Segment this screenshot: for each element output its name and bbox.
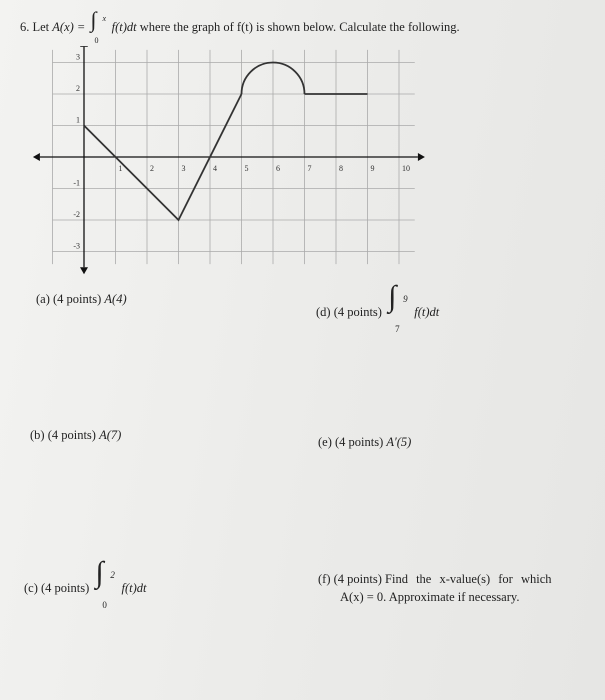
- question-b-label: (b): [30, 428, 45, 442]
- y-tick-label: 1: [76, 115, 80, 125]
- problem-number: 6.: [20, 20, 30, 34]
- x-tick-label: 8: [339, 164, 343, 173]
- x-tick-label: 2: [150, 164, 154, 173]
- question-b: [30, 426, 121, 444]
- y-axis-arrow-up: [80, 46, 88, 47]
- problem-integrand: f(t)dt: [111, 20, 137, 34]
- question-f-points: (4 points): [333, 572, 382, 586]
- x-tick-label: 6: [276, 164, 280, 173]
- problem-statement: [20, 7, 580, 45]
- x-tick-label: 5: [244, 164, 249, 173]
- question-e: [318, 433, 411, 451]
- y-tick-label: -3: [73, 241, 80, 251]
- integral-lower-limit: 0: [94, 36, 99, 45]
- problem-let: Let: [32, 20, 50, 34]
- y-tick-label: 3: [76, 52, 80, 62]
- question-d-integral-symbol: ∫ 9 7: [385, 296, 411, 326]
- question-e-label: (e): [318, 435, 332, 449]
- question-a: [36, 290, 127, 308]
- question-c-points: (4 points): [41, 581, 90, 595]
- question-d-integrand: f(t)dt: [414, 305, 440, 319]
- question-f: [318, 570, 552, 606]
- problem-rest: where the graph of f(t) is shown below. Calculate the following.: [139, 20, 460, 34]
- integral-symbol: ∫ x 0: [89, 16, 109, 36]
- x-tick-label: 3: [181, 164, 186, 173]
- y-axis-arrow-down: [80, 267, 88, 274]
- question-b-expr: A(7): [99, 428, 122, 442]
- question-e-expr: A′(5): [386, 435, 412, 449]
- question-d-lower-limit: 7: [395, 324, 400, 334]
- x-axis-arrow-right: [418, 153, 425, 161]
- function-graph: [30, 46, 430, 276]
- question-c: [24, 556, 147, 610]
- question-c-upper-limit: 2: [110, 570, 115, 580]
- y-tick-label: -2: [73, 210, 80, 219]
- question-d: [316, 280, 440, 334]
- question-c-integrand: f(t)dt: [121, 581, 147, 595]
- question-a-points: (4 points): [53, 292, 102, 306]
- question-a-expr: A(4): [104, 292, 127, 306]
- question-d-label: (d): [316, 305, 331, 319]
- x-tick-label: 7: [307, 164, 312, 173]
- question-d-upper-limit: 9: [403, 294, 408, 304]
- x-tick-label: 1: [118, 164, 123, 173]
- x-tick-label: 4: [213, 164, 217, 173]
- question-c-label: (c): [24, 581, 38, 595]
- question-d-points: (4 points): [333, 305, 382, 319]
- x-axis-arrow-left: [33, 153, 40, 161]
- y-tick-label: 2: [76, 84, 80, 93]
- x-tick-label: 10: [402, 164, 410, 173]
- question-c-lower-limit: 0: [102, 600, 107, 610]
- question-e-points: (4 points): [335, 435, 384, 449]
- question-f-label: (f): [318, 572, 331, 586]
- question-c-integral-symbol: ∫ 2 0: [92, 572, 118, 602]
- question-a-label: (a): [36, 292, 50, 306]
- x-tick-label: 9: [370, 164, 375, 173]
- problem-lhs: A(x) =: [52, 20, 86, 34]
- integral-upper-limit: x: [102, 14, 107, 23]
- question-f-line1: Find the x-value(s) for which: [385, 572, 552, 586]
- y-tick-label: -1: [73, 178, 80, 188]
- question-f-line2: A(x) = 0. Approximate if necessary.: [340, 590, 520, 604]
- question-b-points: (4 points): [47, 428, 96, 442]
